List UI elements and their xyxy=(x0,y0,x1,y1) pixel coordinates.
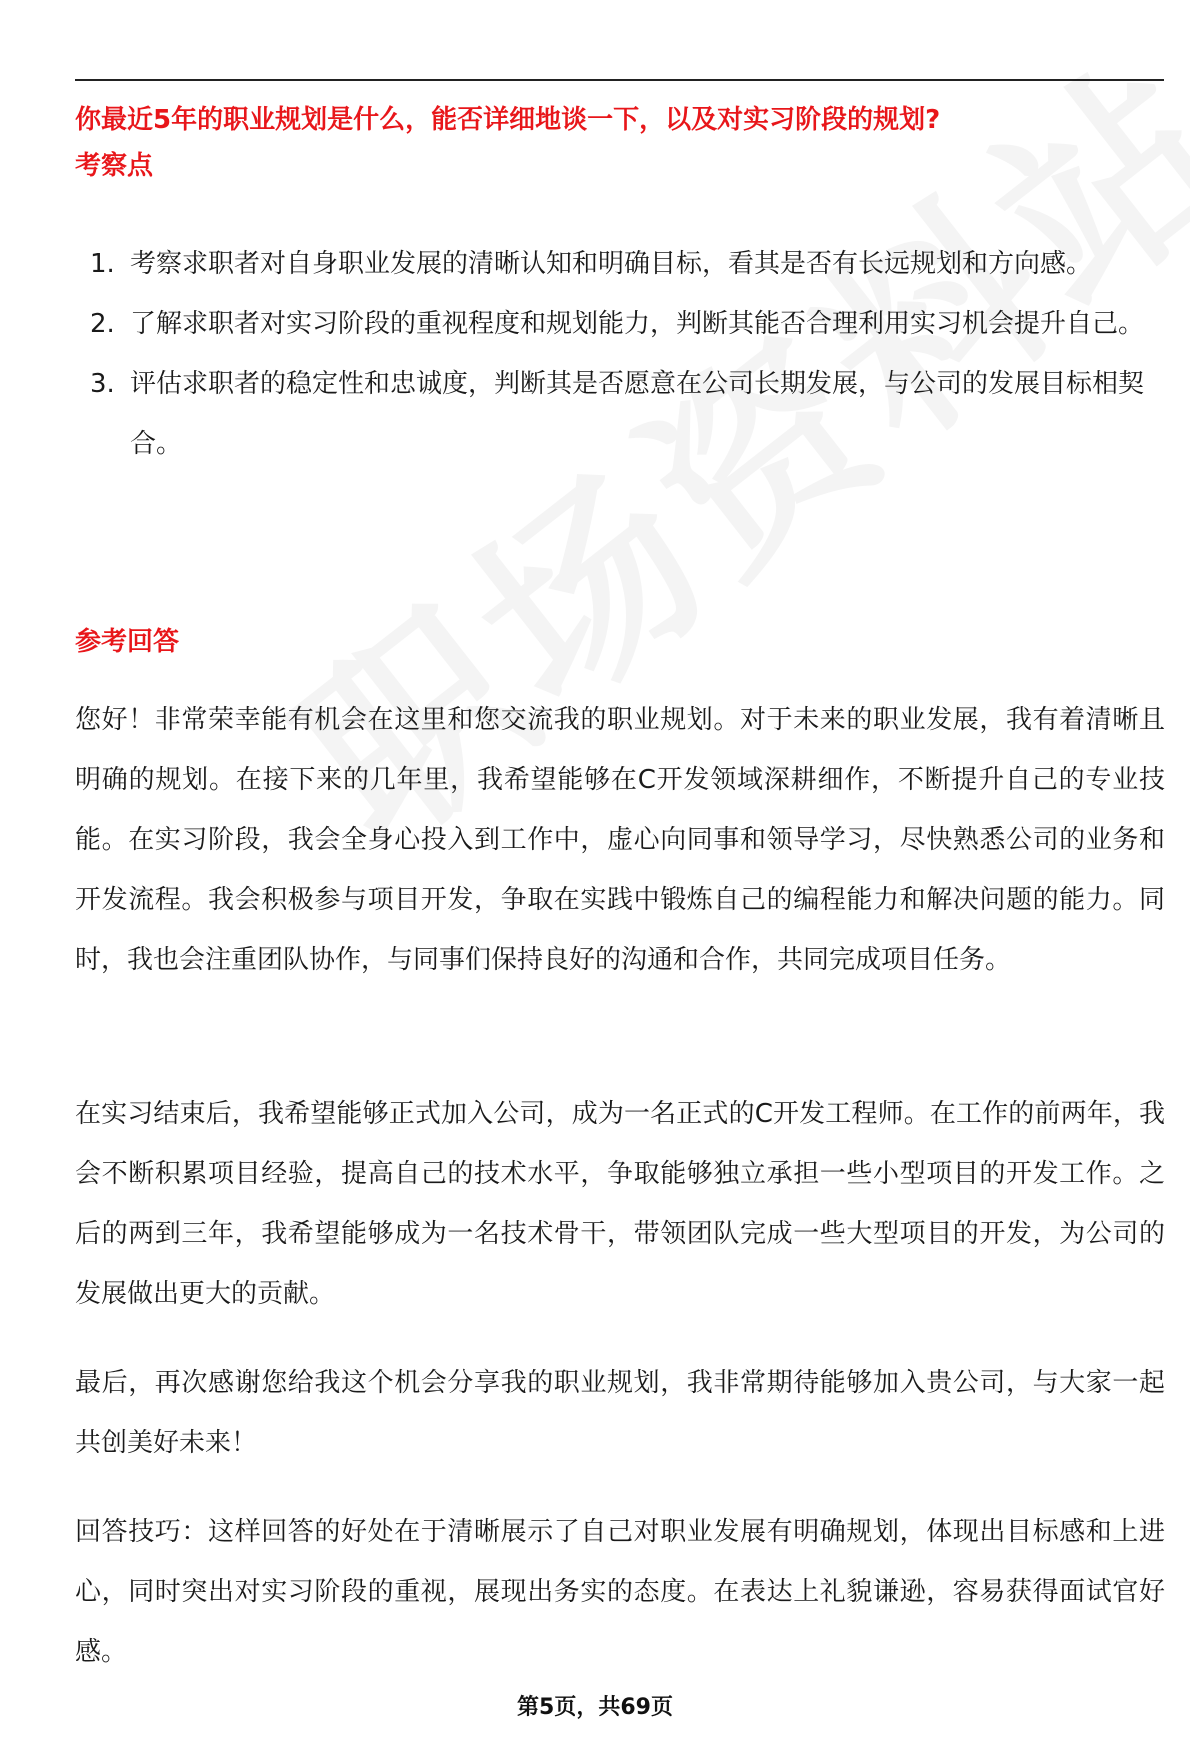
answer-paragraph-closing: 最后，再次感谢您给我这个机会分享我的职业规划，我非常期待能够加入贵公司，与大家一起共创美好未来！ xyxy=(75,1368,1165,1458)
list-item-text: 了解求职者对实习阶段的重视程度和规划能力，判断其能否合理利用实习机会提升自己。 xyxy=(130,309,1145,339)
list-item-number: 2. xyxy=(90,309,115,339)
question-title: 你最近5年的职业规划是什么，能否详细地谈一下，以及对实习阶段的规划? xyxy=(75,105,941,135)
list-item xyxy=(75,234,1165,294)
top-divider xyxy=(75,79,1164,81)
list-item xyxy=(75,354,1165,474)
answer-paragraph-intro: 您好！非常荣幸能有机会在这里和您交流我的职业规划。对于未来的职业发展，我有着清晰且明确的规划。在接下来的几年里，我希望能够在C开发领域深耕细作，不断提升自己的专业技能。在实习阶段，我会全身心投入到工作中，虚心向同事和领导学习，尽快熟悉公司的业务和开发流程。我会积极参与项目开发，争取在实践中锻炼自己的编程能力和解决问题的能力。同时，我也会注重团队协作，与同事们保持良好的沟通和合作，共同完成项目任务。 xyxy=(75,705,1165,975)
answer-paragraph-plan: 在实习结束后，我希望能够正式加入公司，成为一名正式的C开发工程师。在工作的前两年，我会不断积累项目经验，提高自己的技术水平，争取能够独立承担一些小型项目的开发工作。之后的两到三年，我希望能够成为一名技术骨干，带领团队完成一些大型项目的开发，为公司的发展做出更大的贡献。 xyxy=(75,1099,1165,1309)
list-item-number: 1. xyxy=(90,249,115,279)
exam-points-heading: 考察点 xyxy=(75,151,154,181)
list-item-text: 考察求职者对自身职业发展的清晰认知和明确目标，看其是否有长远规划和方向感。 xyxy=(130,249,1093,279)
exam-points-list xyxy=(75,234,1165,474)
page-number: 第5页，共69页 xyxy=(517,1695,673,1720)
answer-heading: 参考回答 xyxy=(75,627,180,657)
list-item-number: 3. xyxy=(90,369,115,399)
answer-tips: 回答技巧：这样回答的好处在于清晰展示了自己对职业发展有明确规划，体现出目标感和上进心，同时突出对实习阶段的重视，展现出务实的态度。在表达上礼貌谦逊，容易获得面试官好感。 xyxy=(75,1517,1165,1667)
list-item-text: 评估求职者的稳定性和忠诚度，判断其是否愿意在公司长期发展，与公司的发展目标相契合。 xyxy=(130,369,1145,459)
list-item xyxy=(75,294,1165,354)
